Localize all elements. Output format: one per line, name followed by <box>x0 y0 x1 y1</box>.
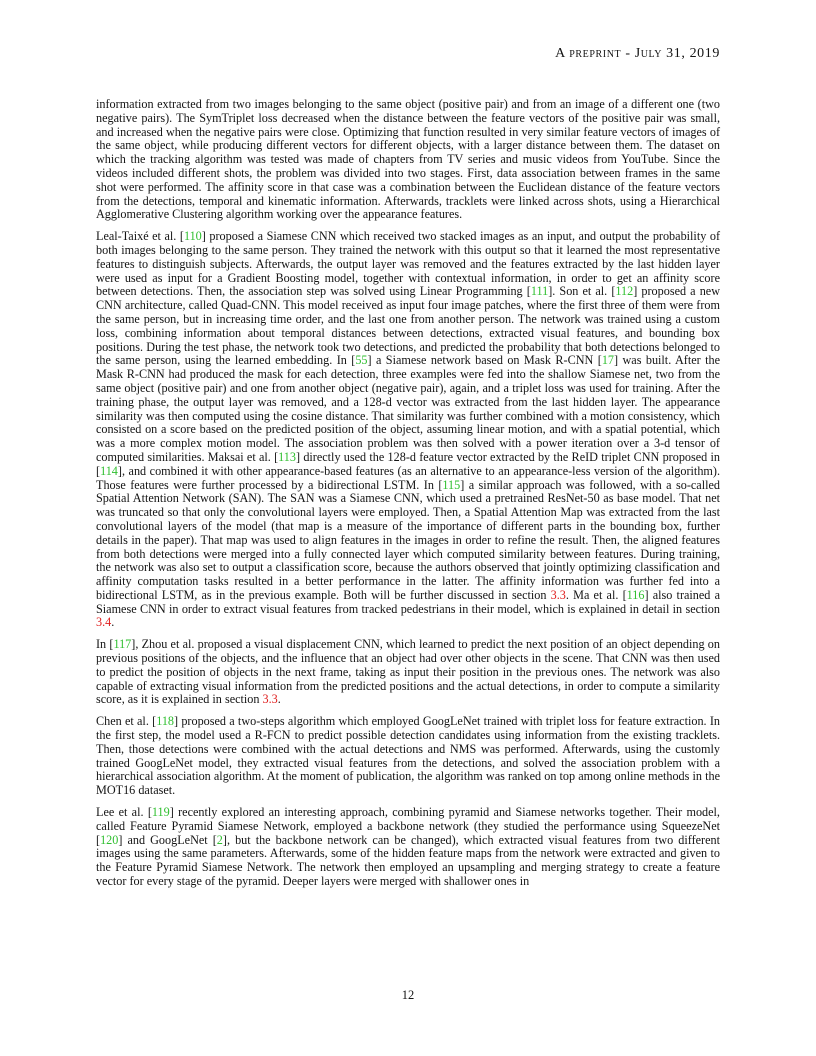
body-text <box>96 98 720 897</box>
citation-link[interactable]: 119 <box>151 805 170 820</box>
text-run: Chen et al. [ <box>96 714 157 729</box>
citation-link[interactable]: 118 <box>156 714 175 729</box>
text-run: . <box>111 615 115 630</box>
text-run: ], Zhou et al. proposed a visual displacement CNN, which learned to predict the next position of an object depending on previous positions of the objects, and the influence that an object had over other objects in the scene. That CNN was then used to predict the position of objects in the next frame, taking as input their position in the previous ones. The network was also capable of extracting visual information from the predicted positions and the actual detections, in order to compute a similarity score, as it is explained in section <box>96 637 720 707</box>
text-run: ] proposed a new CNN architecture, called Quad-CNN. This model received as input four image patches, where the first three of them were from the same person, but in increasing time order, and the last one from another person. The network was trained using a custom loss, combining information about temporal distances between detections, extracted visual features, and bounding box positions. During the test phase, the network took two detections, and predicted the probability that both detections belonged to the same person, using the learned embedding. In [ <box>96 284 720 368</box>
paragraph <box>96 638 720 707</box>
text-run: Lee et al. [ <box>96 805 152 820</box>
text-run: ] also trained a Siamese CNN in order to extract visual features from tracked pedestrians in their model, which is explained in detail in section <box>96 587 720 616</box>
citation-link[interactable]: 111 <box>530 284 549 299</box>
text-run: ] recently explored an interesting approach, combining pyramid and Siamese networks together. Their model, called Feature Pyramid Siamese Network, employed a backbone network (they studied the performance using SqueezeNet [ <box>96 805 720 847</box>
text-run: ] directly used the 128-d feature vector extracted by the ReID triplet CNN proposed in [ <box>96 449 720 478</box>
paragraph <box>96 806 720 889</box>
citation-link[interactable]: 115 <box>442 477 461 492</box>
citation-link[interactable]: 116 <box>626 587 645 602</box>
citation-link[interactable]: 2 <box>216 832 223 847</box>
text-run: . Ma et al. [ <box>565 587 627 602</box>
citation-link[interactable]: 55 <box>355 353 368 368</box>
text-run: ] proposed a two-steps algorithm which employed GoogLeNet trained with triplet loss for feature extraction. In the first step, the model used a R-FCN to predict possible detection candidates using information from the existing tracklets. Then, those detections were combined with the actual detections and NMS was performed. Afterwards, using the customly trained GoogLeNet model, they extracted visual features from the detections, and solved the association problem with a hierarchical association algorithm. At the moment of publication, the algorithm was ranked on top among online methods in the MOT16 dataset. <box>96 714 720 798</box>
running-header <box>555 46 720 62</box>
section-ref-link[interactable]: 3.3 <box>262 692 278 707</box>
text-run: ]. Son et al. [ <box>548 284 616 299</box>
paragraph <box>96 230 720 630</box>
section-ref-link[interactable]: 3.4 <box>96 615 112 630</box>
text-run: information extracted from two images belonging to the same object (positive pair) and from an image of a different one (two negative pairs). The SymTriplet loss decreased when the distance between the feature vectors of the positive pair was small, and increased when the negative pairs were close. Optimizing that function resulted in very similar feature vectors of images of the same object, while producing different vectors for different objects, with a larger distance between them. The dataset on which the tracking algorithm was tested was made of chapters from TV series and music videos from YouTube. Since the videos included different shots, the problem was divided into two stages. First, data association between frames in the same shot were performed. The affinity score in that case was a combination between the Euclidean distance of the feature vectors from the detections, temporal and kinematic information. Afterwards, tracklets were linked across shots, using a Hierarchical Agglomerative Clustering algorithm working over the appearance features. <box>96 97 720 222</box>
header-text: A preprint - July 31, 2019 <box>555 46 720 61</box>
text-run: ], and combined it with other appearance-based features (as an alternative to an appearance-less version of the algorithm). Those features were further processed by a bidirectional LSTM. In [ <box>96 463 720 492</box>
text-run: ] a Siamese network based on Mask R-CNN [ <box>367 353 602 368</box>
text-run: ] proposed a Siamese CNN which received two stacked images as an input, and output the probability of both images belonging to the same person. They trained the network with this output so that it learned the most representative features to distinguish subjects. Afterwards, the output layer was removed and the features extracted by the last hidden layer were used as input for a Gradient Boosting model, together with contextual information, in order to get an affinity score between detections. Then, the association step was solved using Linear Programming [ <box>96 229 720 299</box>
citation-link[interactable]: 117 <box>113 637 132 652</box>
citation-link[interactable]: 17 <box>601 353 615 368</box>
text-run: In [ <box>96 637 114 652</box>
paragraph <box>96 98 720 222</box>
text-run: ] a similar approach was followed, with a so-called Spatial Attention Network (SAN). The SAN was a Siamese CNN, which used a pretrained ResNet-50 as base model. That net was truncated so that only the convolutional layers were employed. Then, a Spatial Attention Map was extracted from the last convolutional layers of the model (that map is a measure of the importance of different parts in the bounding box, further details in the paper). That map was used to align features in the images in order to refine the result. Then, the aligned features from both detections were merged into a fully connected layer which computed similarity between features. During training, the network was also set to output a classification score, because the authors observed that jointly optimizing classification and affinity computation tasks resulted in a better performance in the latter. The affinity information was further fed into a bidirectional LSTM, as in the previous example. Both will be further discussed in section <box>96 477 720 602</box>
text-run: ] was built. After the Mask R-CNN had produced the mask for each detection, three examples were fed into the shallow Siamese net, two from the same object (positive pair) and one from another object (negative pair), again, and a triplet loss was used for training. After the training phase, the output layer was removed, and a 128-d vector was extracted from the last hidden layer. The appearance similarity was then computed using the cosine distance. That similarity was further combined with a motion consistency, which consisted on a score based on the predicted position of the object, assuming linear motion, and with a spatial potential, which was a more complex motion model. The association problem was then solved with a power iteration over a 3-d tensor of computed similarities. Maksai et al. [ <box>96 353 720 464</box>
text-run: . <box>277 692 281 707</box>
text-run: ] and GoogLeNet [ <box>118 832 217 847</box>
citation-link[interactable]: 110 <box>183 229 202 244</box>
text-run: Leal-Taixé et al. [ <box>96 229 184 244</box>
paragraph <box>96 715 720 798</box>
citation-link[interactable]: 120 <box>100 832 119 847</box>
section-ref-link[interactable]: 3.3 <box>550 587 566 602</box>
citation-link[interactable]: 113 <box>278 449 296 464</box>
text-run: ], but the backbone network can be changed), which extracted visual features from two different images using the same parameters. Afterwards, some of the hidden feature maps from the network were extracted and given to the Feature Pyramid Siamese Network. The network then employed an upsampling and merging strategy to create a feature vector for every stage of the pyramid. Deeper layers were merged with shallower ones in <box>96 832 720 889</box>
citation-link[interactable]: 114 <box>100 463 118 478</box>
citation-link[interactable]: 112 <box>615 284 634 299</box>
page-number: 12 <box>401 988 415 1002</box>
